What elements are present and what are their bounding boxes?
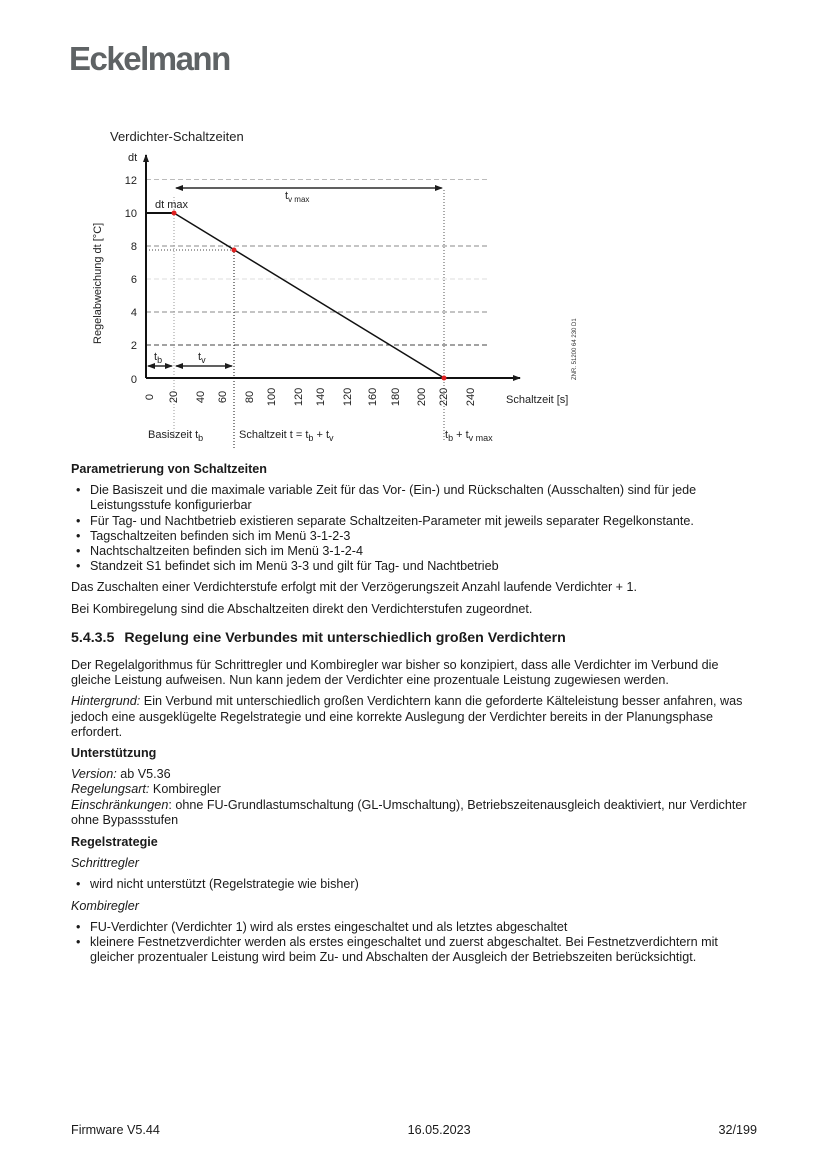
section-number: 5.4.3.5: [71, 629, 115, 646]
tb-label: $t_b$: [154, 351, 163, 365]
svg-text:180: 180: [390, 387, 402, 407]
svg-text:240: 240: [465, 387, 477, 407]
point-dt-max: [172, 211, 177, 216]
chart-title: Verdichter-Schaltzeiten: [110, 129, 244, 144]
svg-text:80: 80: [244, 390, 256, 404]
guide-lines: [146, 190, 444, 448]
tb-tvmax-label: $t_b + t_{v max}$: [445, 429, 493, 443]
list-item: • Die Basiszeit und die maximale variable Zeit für das Vor- (Ein-) und Rückschalten (Ausschalten) sind für jede Leistungsstufe konfigurierbar: [71, 483, 761, 513]
parametrierung-list: [71, 483, 761, 574]
section-heading-5435: [71, 631, 761, 646]
x-tick-labels: [144, 388, 477, 406]
curve-line: [174, 213, 444, 378]
kombiregler-list: [71, 920, 761, 966]
page-footer: [71, 1123, 757, 1137]
svg-text:6: 6: [130, 274, 137, 286]
basiszeit-label: Basiszeit $t_b$: [148, 429, 204, 443]
list-item: • Nachtschaltzeiten befinden sich im Menü 3-1-2-4: [71, 544, 761, 559]
company-logo: Eckelmann: [69, 40, 230, 77]
svg-text:10: 10: [124, 208, 137, 220]
svg-text:220: 220: [438, 387, 450, 407]
switching-times-chart: [85, 120, 605, 460]
list-item: • Für Tag- und Nachtbetrieb existieren separate Schaltzeiten-Parameter mit jeweils separater Regelkonstante.: [71, 514, 761, 529]
support-details: Version: ab V5.36 Regelungsart: Kombiregler Einschränkungen: ohne FU-Grundlastumschaltung (GL-Umschaltung), Betriebszeitenausgleich deaktiviert, nur Verdichter ohne Bypassstufen: [71, 767, 747, 827]
tv-max-label: $t_{v max}$: [285, 190, 310, 204]
svg-text:60: 60: [217, 390, 229, 404]
schaltzeit-formula: Schaltzeit $t = t_b + t_v$: [239, 429, 334, 443]
paragraph: Bei Kombiregelung sind die Abschaltzeiten direkt den Verdichterstufen zugeordnet.: [71, 601, 533, 616]
svg-text:0: 0: [130, 374, 137, 386]
list-item: • wird nicht unterstützt (Regelstrategie wie bisher): [71, 877, 761, 892]
paragraph: Das Zuschalten einer Verdichterstufe erfolgt mit der Verzögerungszeit Anzahl laufende Verdichter + 1.: [71, 580, 637, 595]
point-end: [442, 376, 447, 381]
strategy-heading: Regelstrategie: [71, 835, 158, 850]
paragraph-background: Hintergrund: Ein Verbund mit unterschiedlich großen Verdichtern kann die geforderte Kälteleistung besser anfahren, was jedoch eine ausgeklügelte Regelstrategie und eine korrekte Auslegung der Verdichter bereits in der Planungsphase erfordert.: [71, 694, 743, 739]
svg-text:4: 4: [130, 307, 137, 319]
y-axis-label: Regelabweichung dt [°C]: [92, 222, 104, 344]
list-item: • kleinere Festnetzverdichter werden als erstes eingeschaltet und zuerst abgeschaltet. Bei Festnetzverdichtern mit gleicher prozentualer Leistung wird beim Zu- und Abschalten der Ausgleich der Betriebszeiten berücksichtigt.: [71, 935, 761, 965]
kombiregler-label: Kombiregler: [71, 898, 139, 913]
svg-text:8: 8: [130, 241, 137, 253]
y-axis-top-label: dt: [128, 152, 138, 164]
svg-text:2: 2: [130, 340, 137, 352]
svg-text:140: 140: [315, 387, 327, 407]
svg-text:40: 40: [195, 390, 207, 404]
list-item: • Tagschaltzeiten befinden sich im Menü 3-1-2-3: [71, 529, 761, 544]
svg-text:100: 100: [266, 387, 278, 407]
section-heading-parametrierung: Parametrierung von Schaltzeiten: [71, 462, 267, 476]
document-date: 16.05.2023: [407, 1123, 471, 1137]
page-number: 32/199: [718, 1123, 757, 1137]
svg-text:12: 12: [124, 175, 137, 187]
document-body: [71, 462, 761, 971]
paragraph: Der Regelalgorithmus für Schrittregler und Kombiregler war bisher so konzipiert, dass alle Verdichter im Verbund die gleiche Leistung aufweisen. Nun kann jedem der Verdichter eine prozentuale Leistung zugewiesen werden.: [71, 658, 719, 688]
grid-lines: [146, 180, 487, 346]
svg-text:20: 20: [168, 390, 180, 404]
list-item: • FU-Verdichter (Verdichter 1) wird als erstes eingeschaltet und als letztes abgeschaltet: [71, 920, 761, 935]
svg-text:200: 200: [416, 387, 428, 407]
section-title: Regelung eine Verbundes mit unterschiedlich großen Verdichtern: [124, 629, 566, 646]
y-tick-labels: [125, 175, 137, 386]
list-item: • Standzeit S1 befindet sich im Menü 3-3 und gilt für Tag- und Nachtbetrieb: [71, 559, 761, 574]
figure-id: ZNR. 51200 64 230 D1: [572, 318, 578, 380]
svg-text:120: 120: [293, 387, 305, 407]
svg-text:120: 120: [342, 387, 354, 407]
firmware-version: Firmware V5.44: [71, 1123, 160, 1137]
support-heading: Unterstützung: [71, 746, 157, 761]
x-axis-label: Schaltzeit [s]: [506, 394, 569, 406]
dt-max-label: dt max: [155, 199, 189, 211]
svg-text:160: 160: [367, 387, 379, 407]
schrittregler-list: [71, 877, 761, 892]
tv-label: $t_v$: [198, 351, 206, 365]
schrittregler-label: Schrittregler: [71, 856, 139, 871]
point-switch: [232, 248, 237, 253]
svg-text:0: 0: [144, 393, 156, 401]
